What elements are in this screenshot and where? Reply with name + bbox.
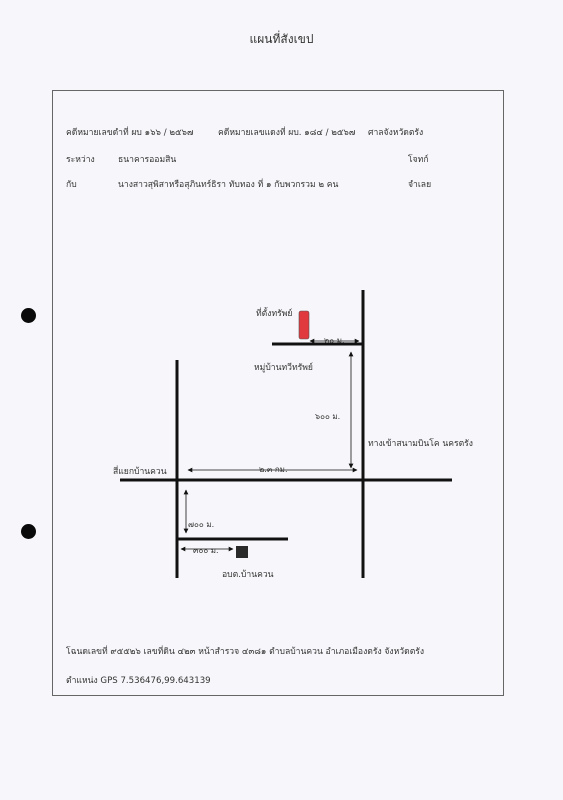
- property-label: ที่ตั้งทรัพย์: [256, 309, 293, 319]
- defendant-name: นางสาวสุพิสาหรือสุภินทร์ธิรา ทับทอง ที่ ๑ กับพวกรวม ๒ คน: [118, 180, 339, 190]
- airport-road-label: ทางเข้าสนามบินโค นครตรัง: [368, 439, 473, 449]
- black-case-number: คดีหมายเลขดำที่ ผบ ๑๖๖ / ๒๕๖๗: [66, 128, 194, 138]
- plaintiff-role: โจทก์: [408, 155, 429, 165]
- distance-20m-label: ๒๐ ม.: [324, 336, 345, 345]
- distance-600m-label: ๖๐๐ ม.: [315, 412, 341, 421]
- gps-position: ตำแหน่ง GPS 7.536476,99.643139: [66, 676, 211, 686]
- page-title: แผนที่สังเขป: [249, 32, 314, 46]
- deed-info: โฉนดเลขที่ ๙๕๕๒๖ เลขที่ดิน ๔๒๓ หน้าสำรวจ ๔๓๘๑ ตำบลบ้านควน อำเภอเมืองตรัง จังหวัดตรัง: [66, 647, 425, 657]
- distance-700m-label: ๗๐๐ ม.: [188, 520, 215, 529]
- distance-23km-label: ๒.๓ กม.: [259, 465, 288, 474]
- sao-label: อบต.บ้านควน: [222, 570, 274, 580]
- village-label: หมู่บ้านทวีทรัพย์: [254, 363, 313, 373]
- sao-marker: [236, 546, 248, 558]
- with-label: กับ: [66, 180, 77, 190]
- plaintiff-name: ธนาคารออมสิน: [118, 155, 177, 165]
- defendant-role: จำเลย: [408, 180, 432, 190]
- court-name: ศาลจังหวัดตรัง: [368, 128, 424, 138]
- distance-300m-label: ๓๐๐ ม.: [193, 546, 219, 555]
- between-label: ระหว่าง: [66, 155, 95, 165]
- junction-label: สี่แยกบ้านควน: [113, 467, 167, 477]
- property-marker: [299, 311, 309, 339]
- red-case-number: คดีหมายเลขแดงที่ ผบ. ๑๘๔ / ๒๕๖๗: [218, 128, 356, 138]
